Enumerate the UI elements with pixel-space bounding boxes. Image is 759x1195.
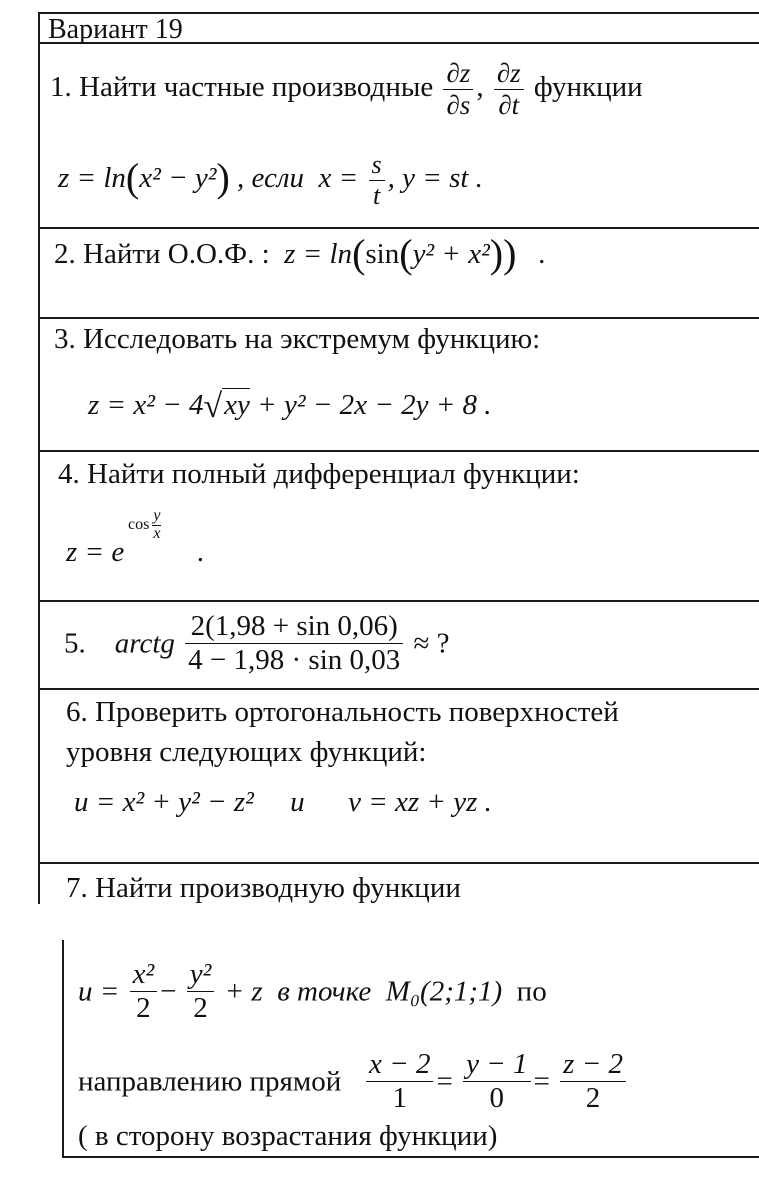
variant-title: Вариант 19 bbox=[48, 14, 183, 45]
paren-open: ( bbox=[125, 155, 140, 201]
approx-question: ≈ ? bbox=[413, 627, 450, 660]
problem-4-formula bbox=[66, 507, 204, 568]
row-divider bbox=[38, 688, 759, 690]
x-denominator: x bbox=[153, 524, 161, 542]
row-divider bbox=[38, 227, 759, 229]
partial-z-t-numerator: ∂z bbox=[494, 58, 524, 90]
y2-numerator: y² bbox=[187, 958, 215, 992]
fraction-1-denominator: 1 bbox=[392, 1082, 407, 1115]
and-word: и bbox=[290, 786, 305, 818]
fraction-3-denominator: 2 bbox=[585, 1082, 601, 1115]
ln-argument: x² − y² bbox=[139, 162, 217, 195]
problem-5-numerator: 2(1,98 + sin 0,06) bbox=[185, 610, 403, 644]
z-equals-e bbox=[66, 507, 161, 568]
problem-1-number: 1. bbox=[50, 71, 72, 104]
row-divider bbox=[38, 317, 759, 319]
y-equals-st: , y = st . bbox=[387, 162, 483, 195]
line-fraction-1 bbox=[366, 1048, 433, 1116]
po-word: по bbox=[516, 975, 547, 1008]
problem-4-text: 4. Найти полный дифференциал функции: bbox=[58, 458, 580, 490]
line-fraction-3 bbox=[560, 1048, 626, 1116]
fraction-3-numerator: z − 2 bbox=[560, 1048, 626, 1082]
problem-6-line-2: уровня следующих функций: bbox=[66, 736, 427, 768]
problem-7-formula bbox=[78, 958, 547, 1026]
problem-5-fraction bbox=[185, 610, 403, 678]
sqrt-argument: xy bbox=[224, 389, 250, 421]
fraction-1-numerator: x − 2 bbox=[366, 1048, 433, 1082]
y2-denominator: 2 bbox=[193, 992, 208, 1025]
u-function: u = x² + y² − z² bbox=[74, 786, 254, 818]
paren-close: ) bbox=[216, 155, 230, 201]
minus-sign: − bbox=[160, 975, 177, 1008]
sin-argument: y² + x² bbox=[412, 238, 490, 270]
v-tochke-word: в точке bbox=[277, 975, 372, 1008]
s-over-t bbox=[369, 150, 385, 211]
problem-2-text: 2. Найти О.О.Ф. : bbox=[54, 238, 270, 270]
partial-z-s-denominator: ∂s bbox=[446, 90, 471, 121]
problem-4-dot: . bbox=[196, 536, 204, 568]
problem-5-number: 5. bbox=[64, 627, 86, 660]
paren-open: ( bbox=[399, 231, 413, 276]
problem-2 bbox=[54, 231, 546, 276]
z-equals-ln: z = ln bbox=[284, 238, 353, 270]
z-equals-ln: z = ln bbox=[58, 162, 126, 195]
formula-part-a: z = x² − 4 bbox=[88, 389, 204, 421]
y2-over-2 bbox=[187, 958, 215, 1026]
equals-2: = bbox=[533, 1065, 550, 1098]
problem-2-dot: . bbox=[538, 238, 546, 270]
problem-3-formula bbox=[88, 390, 492, 424]
table-left-border-lower bbox=[62, 940, 64, 1158]
x2-denominator: 2 bbox=[136, 992, 151, 1025]
problem-6-line-1: 6. Проверить ортогональность поверхностей bbox=[66, 696, 619, 728]
y-numerator: y bbox=[153, 507, 161, 524]
v-function: v = xz + yz . bbox=[348, 786, 492, 818]
line-fraction-2 bbox=[463, 1048, 530, 1116]
cos-word: cos bbox=[128, 515, 150, 533]
comma: , bbox=[476, 71, 484, 104]
point-m0: M₀(2;1;1) bbox=[385, 975, 503, 1008]
problem-1-line-2 bbox=[58, 150, 483, 211]
problem-7-line-1: 7. Найти производную функции bbox=[66, 872, 461, 904]
equals-1: = bbox=[436, 1065, 453, 1098]
fraction-2-numerator: y − 1 bbox=[463, 1048, 530, 1082]
row-divider bbox=[38, 862, 759, 864]
sin-word: sin bbox=[365, 238, 400, 270]
z-equals-e-text: z = e bbox=[66, 536, 125, 568]
problem-6-formula bbox=[74, 788, 492, 817]
partial-z-t bbox=[494, 58, 524, 121]
exponent bbox=[128, 508, 164, 543]
problem-5-denominator: 4 − 1,98 · sin 0,03 bbox=[188, 644, 401, 677]
problem-1-line-1 bbox=[50, 58, 643, 121]
problem-1-text-end: функции bbox=[533, 71, 643, 104]
table-left-border bbox=[38, 12, 40, 904]
s-numerator: s bbox=[369, 150, 385, 181]
problem-7-last-line: ( в сторону возрастания функции) bbox=[78, 1120, 498, 1152]
arctg-word: arctg bbox=[114, 627, 175, 660]
problem-1-text: Найти частные производные bbox=[79, 71, 434, 104]
paren-open: ( bbox=[352, 231, 366, 276]
napr-text: направлению прямой bbox=[78, 1065, 342, 1098]
x2-numerator: x² bbox=[130, 958, 158, 992]
fraction-2-denominator: 0 bbox=[489, 1082, 505, 1115]
row-divider bbox=[38, 450, 759, 452]
partial-z-t-denominator: ∂t bbox=[498, 90, 520, 121]
esli-word: , если bbox=[237, 162, 305, 195]
table-bottom-border bbox=[62, 1156, 759, 1158]
row-divider bbox=[38, 600, 759, 602]
partial-z-s bbox=[443, 58, 473, 121]
x-equals: x = bbox=[318, 162, 359, 195]
x2-over-2 bbox=[130, 958, 158, 1026]
paren-close: )) bbox=[489, 231, 517, 276]
problem-7-direction bbox=[78, 1048, 629, 1116]
plus-z: + z bbox=[224, 975, 263, 1008]
formula-part-b: + y² − 2x − 2y + 8 . bbox=[257, 389, 492, 421]
partial-z-s-numerator: ∂z bbox=[443, 58, 473, 90]
problem-2-formula bbox=[284, 231, 524, 276]
t-denominator: t bbox=[372, 180, 381, 210]
sqrt-sign: √ bbox=[203, 388, 223, 425]
problem-3-text: 3. Исследовать на экстремум функцию: bbox=[54, 323, 541, 355]
y-over-x bbox=[152, 508, 161, 543]
u-equals: u = bbox=[78, 975, 120, 1008]
problem-5 bbox=[64, 610, 450, 678]
